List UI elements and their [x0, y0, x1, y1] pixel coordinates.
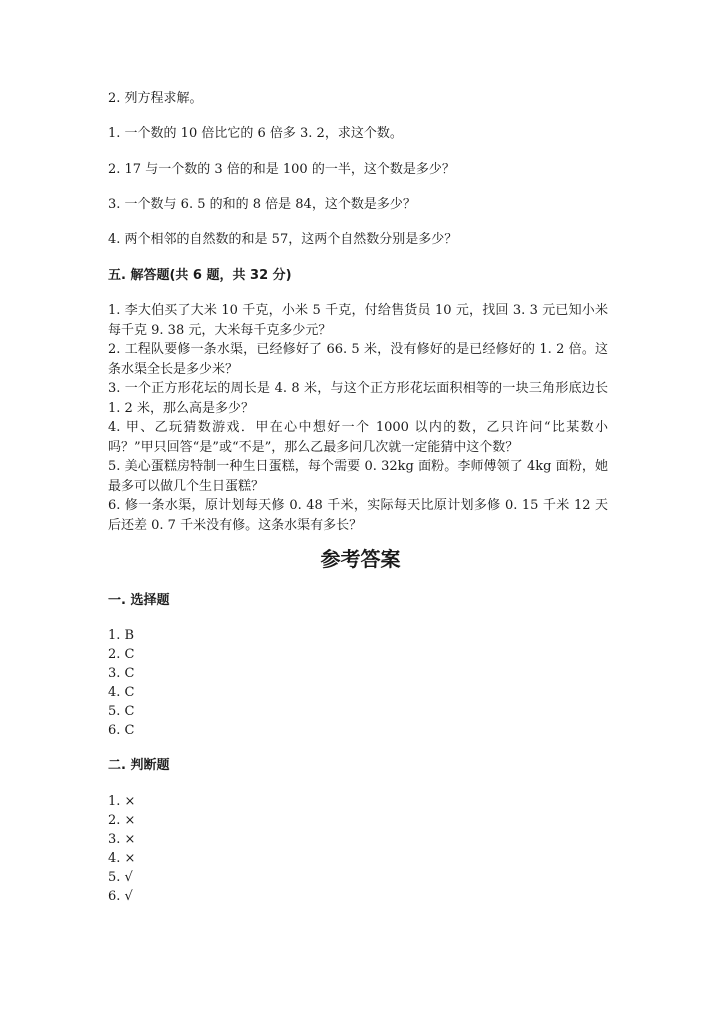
- answer-choice-6: 6. C: [108, 723, 135, 738]
- answer-judge-2: 2. ×: [108, 813, 136, 828]
- answers-title: 参考答案: [320, 547, 401, 571]
- answer-choice-2: 2. C: [108, 647, 135, 662]
- equation-item-3: 3. 一个数与 6. 5 的和的 8 倍是 84，这个数是多少？: [108, 197, 416, 212]
- answer-choice-4: 4. C: [108, 685, 135, 700]
- answer-judge-1: 1. ×: [108, 794, 136, 809]
- word-problem-2: 2. 工程队要修一条水渠，已经修好了 66. 5 米，没有修好的是已经修好的 1. 2 倍。这条水渠全长是多少米？: [108, 342, 608, 377]
- word-problem-5: 5. 美心蛋糕房特制一种生日蛋糕，每个需要 0. 32kg 面粉。李师傅领了 4kg 面粉，她最多可以做几个生日蛋糕？: [108, 459, 608, 494]
- answers-part1-heading: 一. 选择题: [108, 593, 170, 608]
- equation-item-2: 2. 17 与一个数的 3 倍的和是 100 的一半，这个数是多少？: [108, 162, 455, 177]
- answer-judge-4: 4. ×: [108, 851, 136, 866]
- section5-heading: 五. 解答题(共 6 题，共 32 分): [108, 268, 292, 283]
- equation-item-4: 4. 两个相邻的自然数的和是 57，这两个自然数分别是多少？: [108, 232, 458, 247]
- word-problem-6: 6. 修一条水渠，原计划每天修 0. 48 千米，实际每天比原计划多修 0. 15 千米 12 天后还差 0. 7 千米没有修。这条水渠有多长？: [108, 498, 608, 533]
- word-problem-3: 3. 一个正方形花坛的周长是 4. 8 米，与这个正方形花坛面积相等的一块三角形底边长 1. 2 米，那么高是多少？: [108, 381, 608, 416]
- equation-item-1: 1. 一个数的 10 倍比它的 6 倍多 3. 2，求这个数。: [108, 126, 403, 141]
- word-problem-4: 4. 甲、乙玩猜数游戏．甲在心中想好一个 1000 以内的数，乙只许问“比某数小吗？”甲只回答“是”或“不是”，那么乙最多问几次就一定能猜中这个数？: [108, 420, 608, 455]
- answer-judge-5: 5. √: [108, 870, 133, 885]
- answer-judge-6: 6. √: [108, 889, 133, 904]
- word-problem-1: 1. 李大伯买了大米 10 千克，小米 5 千克，付给售货员 10 元，找回 3. 3 元已知小米每千克 9. 38 元，大米每千克多少元？: [108, 303, 608, 338]
- answer-choice-1: 1. B: [108, 628, 135, 643]
- answer-judge-3: 3. ×: [108, 832, 136, 847]
- answers-part2-heading: 二. 判断题: [108, 758, 170, 773]
- answer-choice-5: 5. C: [108, 704, 135, 719]
- answer-choice-3: 3. C: [108, 666, 135, 681]
- section2-heading: 2. 列方程求解。: [108, 91, 203, 106]
